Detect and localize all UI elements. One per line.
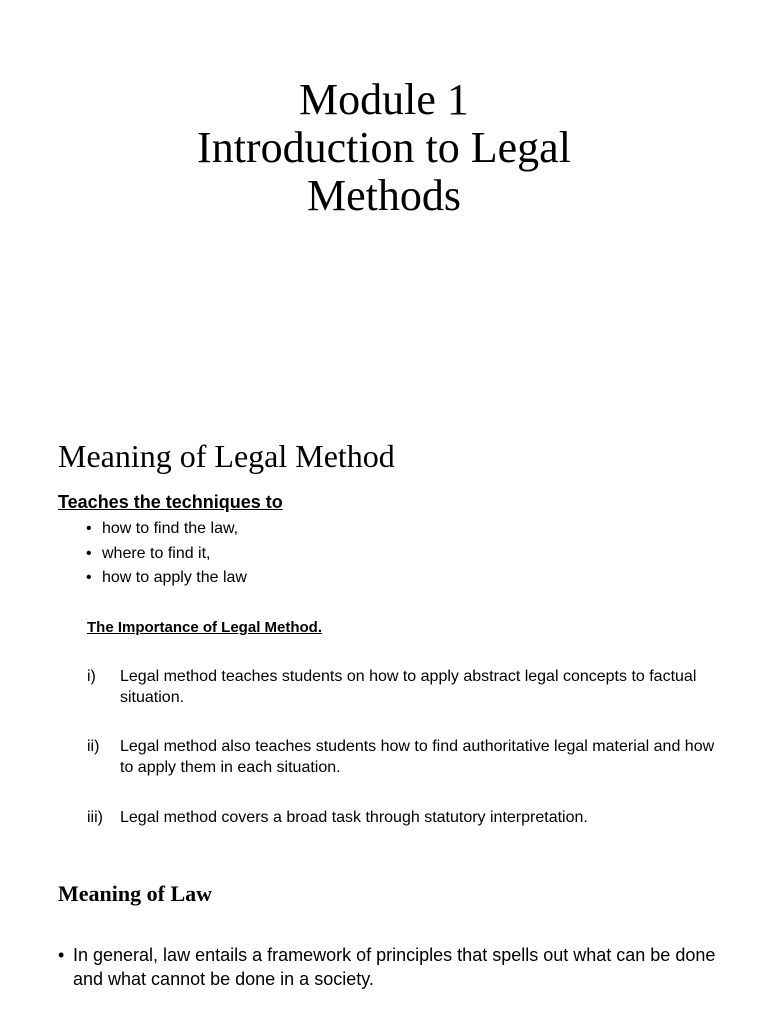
bullet-glyph: • bbox=[58, 945, 65, 965]
item-number: i) bbox=[87, 668, 96, 685]
importance-item-2 bbox=[87, 736, 727, 778]
law-definition-text: In general, law entails a framework of principles that spells out what can be done and what cannot be done in a society. bbox=[73, 945, 716, 989]
item-number: iii) bbox=[87, 809, 103, 826]
item-text: Legal method teaches students on how to apply abstract legal concepts to factual situation. bbox=[120, 668, 697, 706]
meaning-of-law-heading: Meaning of Law bbox=[58, 881, 212, 906]
title-line-1: Module 1 bbox=[299, 75, 469, 124]
title-line-3: Methods bbox=[307, 171, 461, 220]
meaning-of-legal-method-heading: Meaning of Legal Method bbox=[58, 438, 395, 474]
item-text: Legal method covers a broad task through statutory interpretation. bbox=[120, 809, 588, 826]
item-text: Legal method also teaches students how to find authoritative legal material and how to apply them in each situation. bbox=[120, 738, 715, 776]
title-line-2: Introduction to Legal bbox=[197, 123, 571, 172]
law-definition-bullet bbox=[58, 943, 738, 991]
techniques-subheading: Teaches the techniques to bbox=[58, 492, 283, 512]
module-title bbox=[0, 76, 768, 220]
importance-heading: The Importance of Legal Method. bbox=[87, 619, 323, 636]
importance-item-1 bbox=[87, 666, 727, 708]
list-item: • how to find the law, bbox=[86, 517, 247, 542]
item-number: ii) bbox=[87, 738, 100, 755]
techniques-bullet-list bbox=[86, 517, 247, 591]
list-item: • where to find it, bbox=[86, 542, 247, 567]
importance-item-3 bbox=[87, 807, 727, 828]
list-item: • how to apply the law bbox=[86, 566, 247, 591]
